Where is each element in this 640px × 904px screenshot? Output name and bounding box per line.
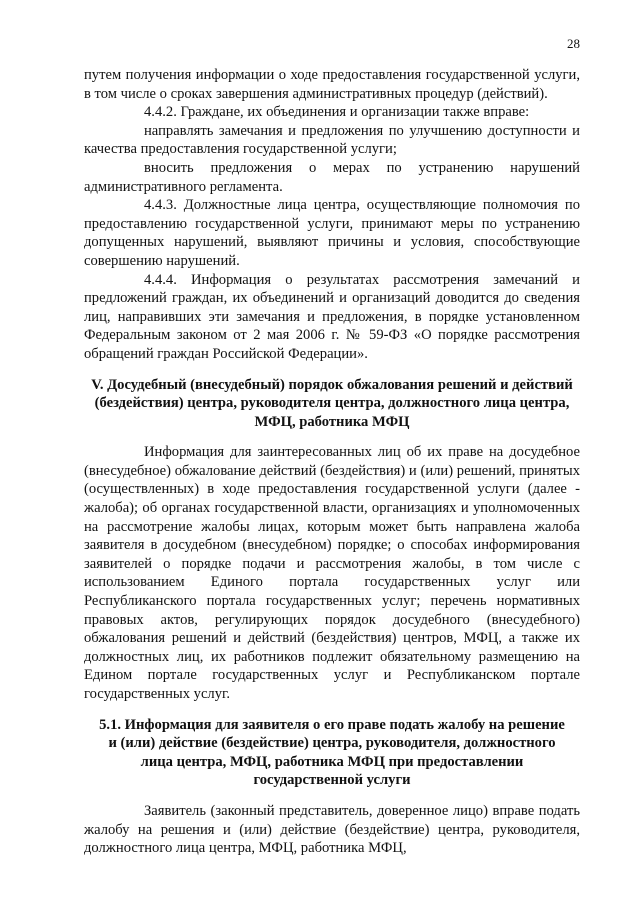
- section-v-heading: V. Досудебный (внесудебный) порядок обжалования решений и действий (бездействия) центра, руководителя центра, должностного лица центра, МФЦ, работника МФЦ: [91, 376, 573, 430]
- section-v-paragraph: Информация для заинтересованных лиц об их праве на досудебное (внесудебное) обжалование действий (бездействия) и (или) решений, принятых (осуществленных) в ходе предоставления государственной услуги (далее - жалоба); об органах государственной власти, организациях и уполномоченных на рассмотрение жалобы лицах, которым может быть направлена жалоба заявителя в досудебном (внесудебном) порядке; о способах информирования заявителей о порядке подачи и рассмотрения жалобы, в том числе с использованием Единого портала государственных услуг или Республиканского портала государственных услуг; перечень нормативных правовых актов, регулирующих порядок досудебного (внесудебного) обжалования решений и действий (бездействия) центров, МФЦ, а также их должностных лиц, их работников подлежит обязательному размещению на Едином портале государственных услуг и Республиканском портале государственных услуг.: [84, 444, 580, 702]
- subsection-5-1-paragraph: Заявитель (законный представитель, доверенное лицо) вправе подать жалобу на решения и (или) действие (бездействие) центра, руководителя, должностного лица центра, МФЦ, работника МФЦ,: [84, 802, 580, 857]
- paragraph-send-remarks: направлять замечания и предложения по улучшению доступности и качества предоставления государственной услуги;: [84, 122, 580, 158]
- paragraph-4-4-4: 4.4.4. Информация о результатах рассмотрения замечаний и предложений граждан, их объединений и организаций доводится до сведения лиц, направивших эти замечания и предложения, в порядке установленном Федеральным законом от 2 мая 2006 г. № 59-ФЗ «О порядке рассмотрения обращений граждан Российской Федерации».: [84, 271, 580, 362]
- paragraph-continuation: путем получения информации о ходе предоставления государственной услуги, в том числе о сроках завершения административных процедур (действий).: [84, 67, 580, 102]
- page-number: 28: [567, 36, 580, 51]
- document-body: [84, 66, 580, 858]
- paragraph-submit-proposals: вносить предложения о мерах по устранению нарушений административного регламента.: [84, 159, 580, 195]
- paragraph-4-4-2: 4.4.2. Граждане, их объединения и организации также вправе:: [144, 104, 530, 121]
- subsection-5-1-heading: 5.1. Информация для заявителя о его праве подать жалобу на решение и (или) действие (бездействие) центра, руководителя, должностного лица центра, МФЦ, работника МФЦ при предоставлении государственной услуги: [99, 716, 565, 789]
- paragraph-4-4-3: 4.4.3. Должностные лица центра, осуществляющие полномочия по предоставлению государственной услуги, принимают меры по устранению допущенных нарушений, выявляют причины и условия, способствующие совершению нарушений.: [84, 197, 580, 269]
